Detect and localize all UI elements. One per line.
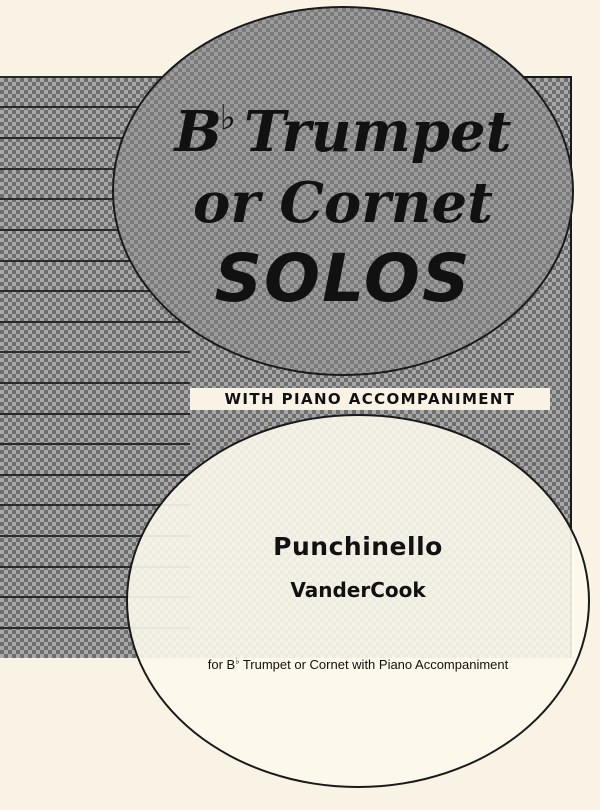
title-word-trumpet: Trumpet [243,99,512,165]
instrument-line [126,656,590,672]
title-letter-b: B [174,99,222,165]
subtitle: WITH PIANO ACCOMPANIMENT [190,388,550,410]
title-line-3: SOLOS [214,240,472,317]
title-line-1 [112,98,574,165]
instrument-flat-symbol: ♭ [235,656,240,666]
instrument-rest: Trumpet or Cornet with Piano Accompaniment [239,657,509,672]
staff-line [0,382,190,384]
instrument-prefix: for B [207,657,236,672]
title-line-2: or Cornet [193,170,493,236]
staff-line [0,321,190,323]
composer-name: VanderCook [290,578,426,602]
staff-line [0,351,190,353]
piece-title: Punchinello [273,532,443,561]
flat-symbol: ♭ [219,98,236,138]
